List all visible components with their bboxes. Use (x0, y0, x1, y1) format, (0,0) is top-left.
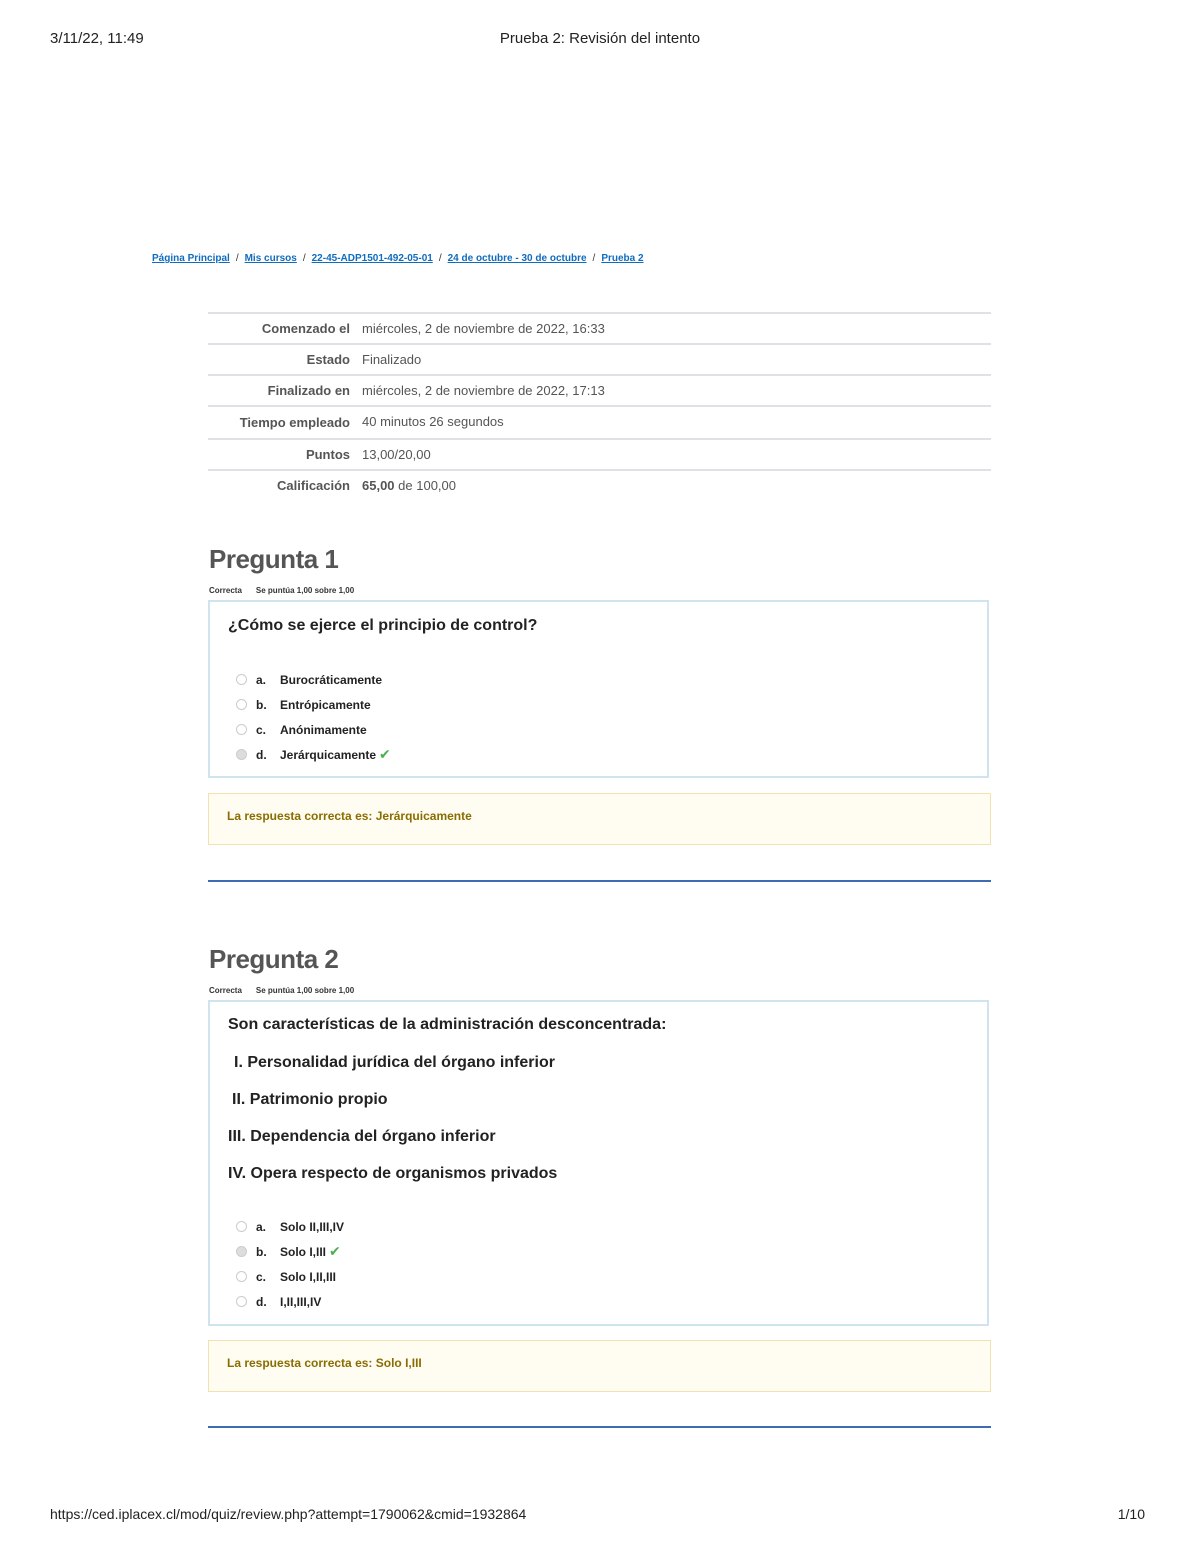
breadcrumb-quiz[interactable]: Prueba 2 (601, 253, 644, 264)
print-header (0, 30, 1200, 50)
summary-value: miércoles, 2 de noviembre de 2022, 17:13 (356, 375, 991, 406)
statement-1: I. Personalidad jurídica del órgano inferior (234, 1054, 555, 1071)
summary-label: Tiempo empleado (208, 406, 356, 439)
answer-option-selected[interactable] (236, 742, 391, 767)
option-letter: c. (256, 722, 267, 737)
question-1-feedback (208, 793, 991, 845)
attempt-summary-table (208, 312, 991, 500)
option-letter: a. (256, 1219, 267, 1234)
option-text: Solo II,III,IV (280, 1219, 345, 1234)
question-2-options (236, 1214, 344, 1314)
summary-value: 40 minutos 26 segundos (356, 406, 991, 439)
radio-button[interactable] (236, 674, 247, 685)
summary-row-grade (208, 470, 991, 500)
question-status: Correcta (209, 586, 242, 595)
summary-label: Calificación (208, 470, 356, 500)
page-url: https://ced.iplacex.cl/mod/quiz/review.php?attempt=1790062&cmid=1932864 (50, 1506, 527, 1522)
radio-button-selected[interactable] (236, 749, 247, 760)
summary-label: Puntos (208, 439, 356, 470)
summary-label: Finalizado en (208, 375, 356, 406)
option-letter: d. (256, 1294, 267, 1309)
option-text: Jerárquicamente (280, 747, 377, 762)
breadcrumb-home[interactable]: Página Principal (152, 253, 230, 264)
correct-check-icon: ✔ (329, 1243, 341, 1259)
question-2-title: Pregunta 2 (209, 944, 339, 974)
summary-value: 13,00/20,00 (356, 439, 991, 470)
question-divider (208, 880, 991, 882)
summary-row-points (208, 439, 991, 470)
radio-button[interactable] (236, 1296, 247, 1307)
question-1-box (208, 600, 989, 778)
option-letter: c. (256, 1269, 267, 1284)
option-text: Anónimamente (280, 722, 367, 737)
grade-out-of: de 100,00 (394, 478, 456, 493)
breadcrumb-my-courses[interactable]: Mis cursos (244, 253, 297, 264)
statement-2: II. Patrimonio propio (232, 1091, 388, 1108)
option-text: Burocráticamente (280, 672, 383, 687)
option-letter: b. (256, 697, 267, 712)
question-2-box (208, 1000, 989, 1326)
correct-answer-text: La respuesta correcta es: Solo I,III (227, 1356, 422, 1370)
question-status: Correcta (209, 986, 242, 995)
summary-row-state (208, 344, 991, 375)
radio-button[interactable] (236, 724, 247, 735)
print-title: Prueba 2: Revisión del intento (499, 30, 701, 47)
summary-label: Comenzado el (208, 313, 356, 344)
radio-button[interactable] (236, 1221, 247, 1232)
option-text: Entrópicamente (280, 697, 371, 712)
statement-3: III. Dependencia del órgano inferior (228, 1128, 496, 1145)
question-1-options (236, 667, 391, 767)
question-2-meta (209, 986, 354, 995)
answer-option[interactable] (236, 1264, 344, 1289)
answer-option[interactable] (236, 1214, 344, 1239)
answer-option-selected[interactable] (236, 1239, 344, 1264)
question-1-title: Pregunta 1 (209, 544, 339, 574)
radio-button-selected[interactable] (236, 1246, 247, 1257)
summary-row-started (208, 313, 991, 344)
question-divider (208, 1426, 991, 1428)
radio-button[interactable] (236, 699, 247, 710)
grade-value: 65,00 (362, 478, 395, 493)
option-text: Solo I,III (280, 1244, 327, 1259)
correct-answer-text: La respuesta correcta es: Jerárquicamente (227, 809, 472, 823)
option-text: Solo I,II,III (280, 1269, 337, 1284)
option-text: I,II,III,IV (280, 1294, 322, 1309)
answer-option[interactable] (236, 1289, 344, 1314)
summary-row-finished (208, 375, 991, 406)
answer-option[interactable] (236, 692, 391, 717)
breadcrumb-week[interactable]: 24 de octubre - 30 de octubre (447, 253, 587, 264)
statement-4: IV. Opera respecto de organismos privados (228, 1165, 558, 1182)
breadcrumb-course[interactable]: 22-45-ADP1501-492-05-01 (311, 253, 433, 264)
correct-check-icon: ✔ (379, 746, 391, 762)
print-date: 3/11/22, 11:49 (50, 30, 144, 47)
summary-label: Estado (208, 344, 356, 375)
option-letter: a. (256, 672, 267, 687)
breadcrumb: Página Principal / Mis cursos / 22-45-ADP1501-492-05-01 / 24 de octubre - 30 de octubre / Prueba 2 (152, 253, 644, 264)
question-score: Se puntúa 1,00 sobre 1,00 (255, 586, 355, 595)
radio-button[interactable] (236, 1271, 247, 1282)
summary-value: miércoles, 2 de noviembre de 2022, 16:33 (356, 313, 991, 344)
question-score: Se puntúa 1,00 sobre 1,00 (255, 986, 355, 995)
question-1-text: ¿Cómo se ejerce el principio de control? (228, 617, 538, 634)
option-letter: b. (256, 1244, 267, 1259)
summary-value: Finalizado (356, 344, 991, 375)
question-1-meta (209, 586, 354, 595)
question-2-feedback (208, 1340, 991, 1392)
page-number: 1/10 (1117, 1506, 1145, 1522)
answer-option[interactable] (236, 667, 391, 692)
summary-row-time-taken (208, 406, 991, 439)
answer-option[interactable] (236, 717, 391, 742)
option-letter: d. (256, 747, 267, 762)
summary-value (356, 470, 991, 500)
question-2-text: Son características de la administración desconcentrada: (228, 1016, 667, 1033)
